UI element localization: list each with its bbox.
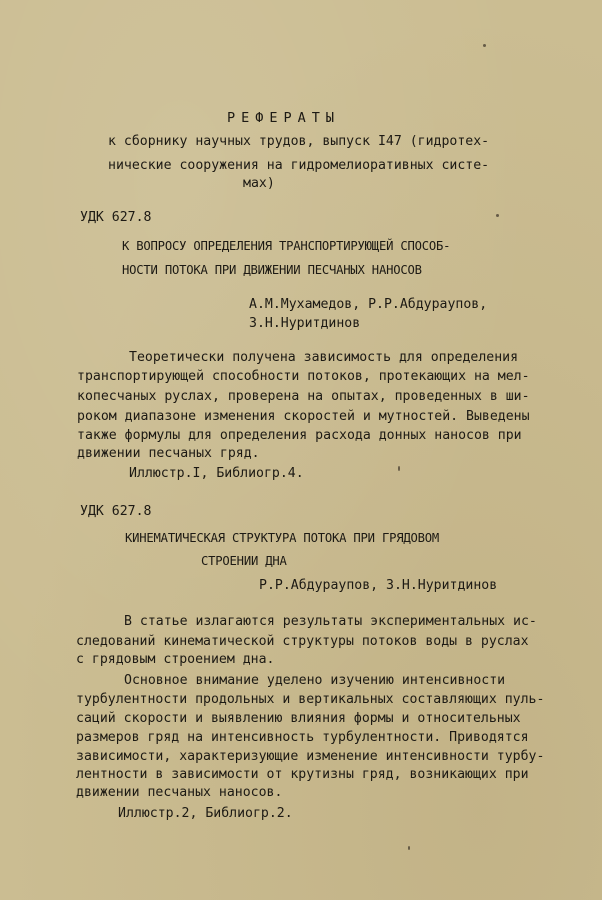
abstract-body-line: следований кинематической структуры потоков воды в руслах	[76, 634, 529, 649]
abstract-body-line: саций скорости и выявлению влияния формы и относительных	[76, 711, 521, 726]
abstract-title-line: КИНЕМАТИЧЕСКАЯ СТРУКТУРА ПОТОКА ПРИ ГРЯДОВОМ	[125, 531, 440, 545]
abstract-body-line: с грядовым строением дна.	[76, 652, 275, 667]
document-subtitle-line: к сборнику научных трудов, выпуск I47 (гидротех-	[108, 134, 490, 149]
abstract-body-line: копесчаных руслах, проверена на опытах, проведенных в ши-	[77, 389, 530, 404]
paper-speck	[483, 44, 486, 47]
abstract-body-line: также формулы для определения расхода донных наносов при	[77, 428, 522, 443]
udk-code: УДК 627.8	[80, 504, 152, 519]
paper-speck	[398, 466, 400, 471]
abstract-body-line: транспортирующей способности потоков, протекающих на мел-	[77, 369, 530, 384]
abstract-references: Иллюстр.I, Библиогр.4.	[129, 466, 304, 481]
abstract-body-line: роком диапазоне изменения скоростей и мутностей. Выведены	[77, 409, 530, 424]
udk-code: УДК 627.8	[80, 210, 152, 225]
abstract-body-line: движении песчаных наносов.	[76, 785, 283, 800]
abstract-body-line: лентности в зависимости от крутизны гряд, возникающих при	[76, 767, 529, 782]
abstract-authors-line: З.Н.Нуритдинов	[249, 316, 361, 331]
abstract-body-line: турбулентности продольных и вертикальных составляющих пуль-	[76, 692, 545, 707]
abstract-body-line: зависимости, характеризующие изменение интенсивности турбу-	[76, 749, 545, 764]
abstract-title-line: НОСТИ ПОТОКА ПРИ ДВИЖЕНИИ ПЕСЧАНЫХ НАНОСОВ	[122, 263, 422, 277]
abstract-body-line: движении песчаных гряд.	[77, 446, 260, 461]
abstract-title-line: К ВОПРОСУ ОПРЕДЕЛЕНИЯ ТРАНСПОРТИРУЮЩЕЙ СПОСОБ-	[122, 239, 451, 253]
abstract-body-line: Теоретически получена зависимость для определения	[129, 350, 519, 365]
paper-speck	[496, 214, 499, 217]
document-title: РЕФЕРАТЫ	[227, 110, 341, 126]
document-subtitle-line: нические сооружения на гидромелиоративных систе-	[108, 158, 490, 173]
abstract-body-line: Основное внимание уделено изучению интенсивности	[124, 673, 506, 688]
abstract-body-line: В статье излагаются результаты экспериментальных ис-	[124, 614, 537, 629]
paper-speck	[408, 846, 410, 850]
abstract-title-line: СТРОЕНИИ ДНА	[201, 554, 287, 568]
abstract-authors-line: Р.Р.Абдураупов, З.Н.Нуритдинов	[259, 578, 498, 593]
abstract-body-line: размеров гряд на интенсивность турбулентности. Приводятся	[76, 730, 529, 745]
abstract-references: Иллюстр.2, Библиогр.2.	[118, 806, 293, 821]
abstract-authors-line: А.М.Мухамедов, Р.Р.Абдураупов,	[249, 297, 488, 312]
document-subtitle-line: мах)	[243, 176, 275, 191]
